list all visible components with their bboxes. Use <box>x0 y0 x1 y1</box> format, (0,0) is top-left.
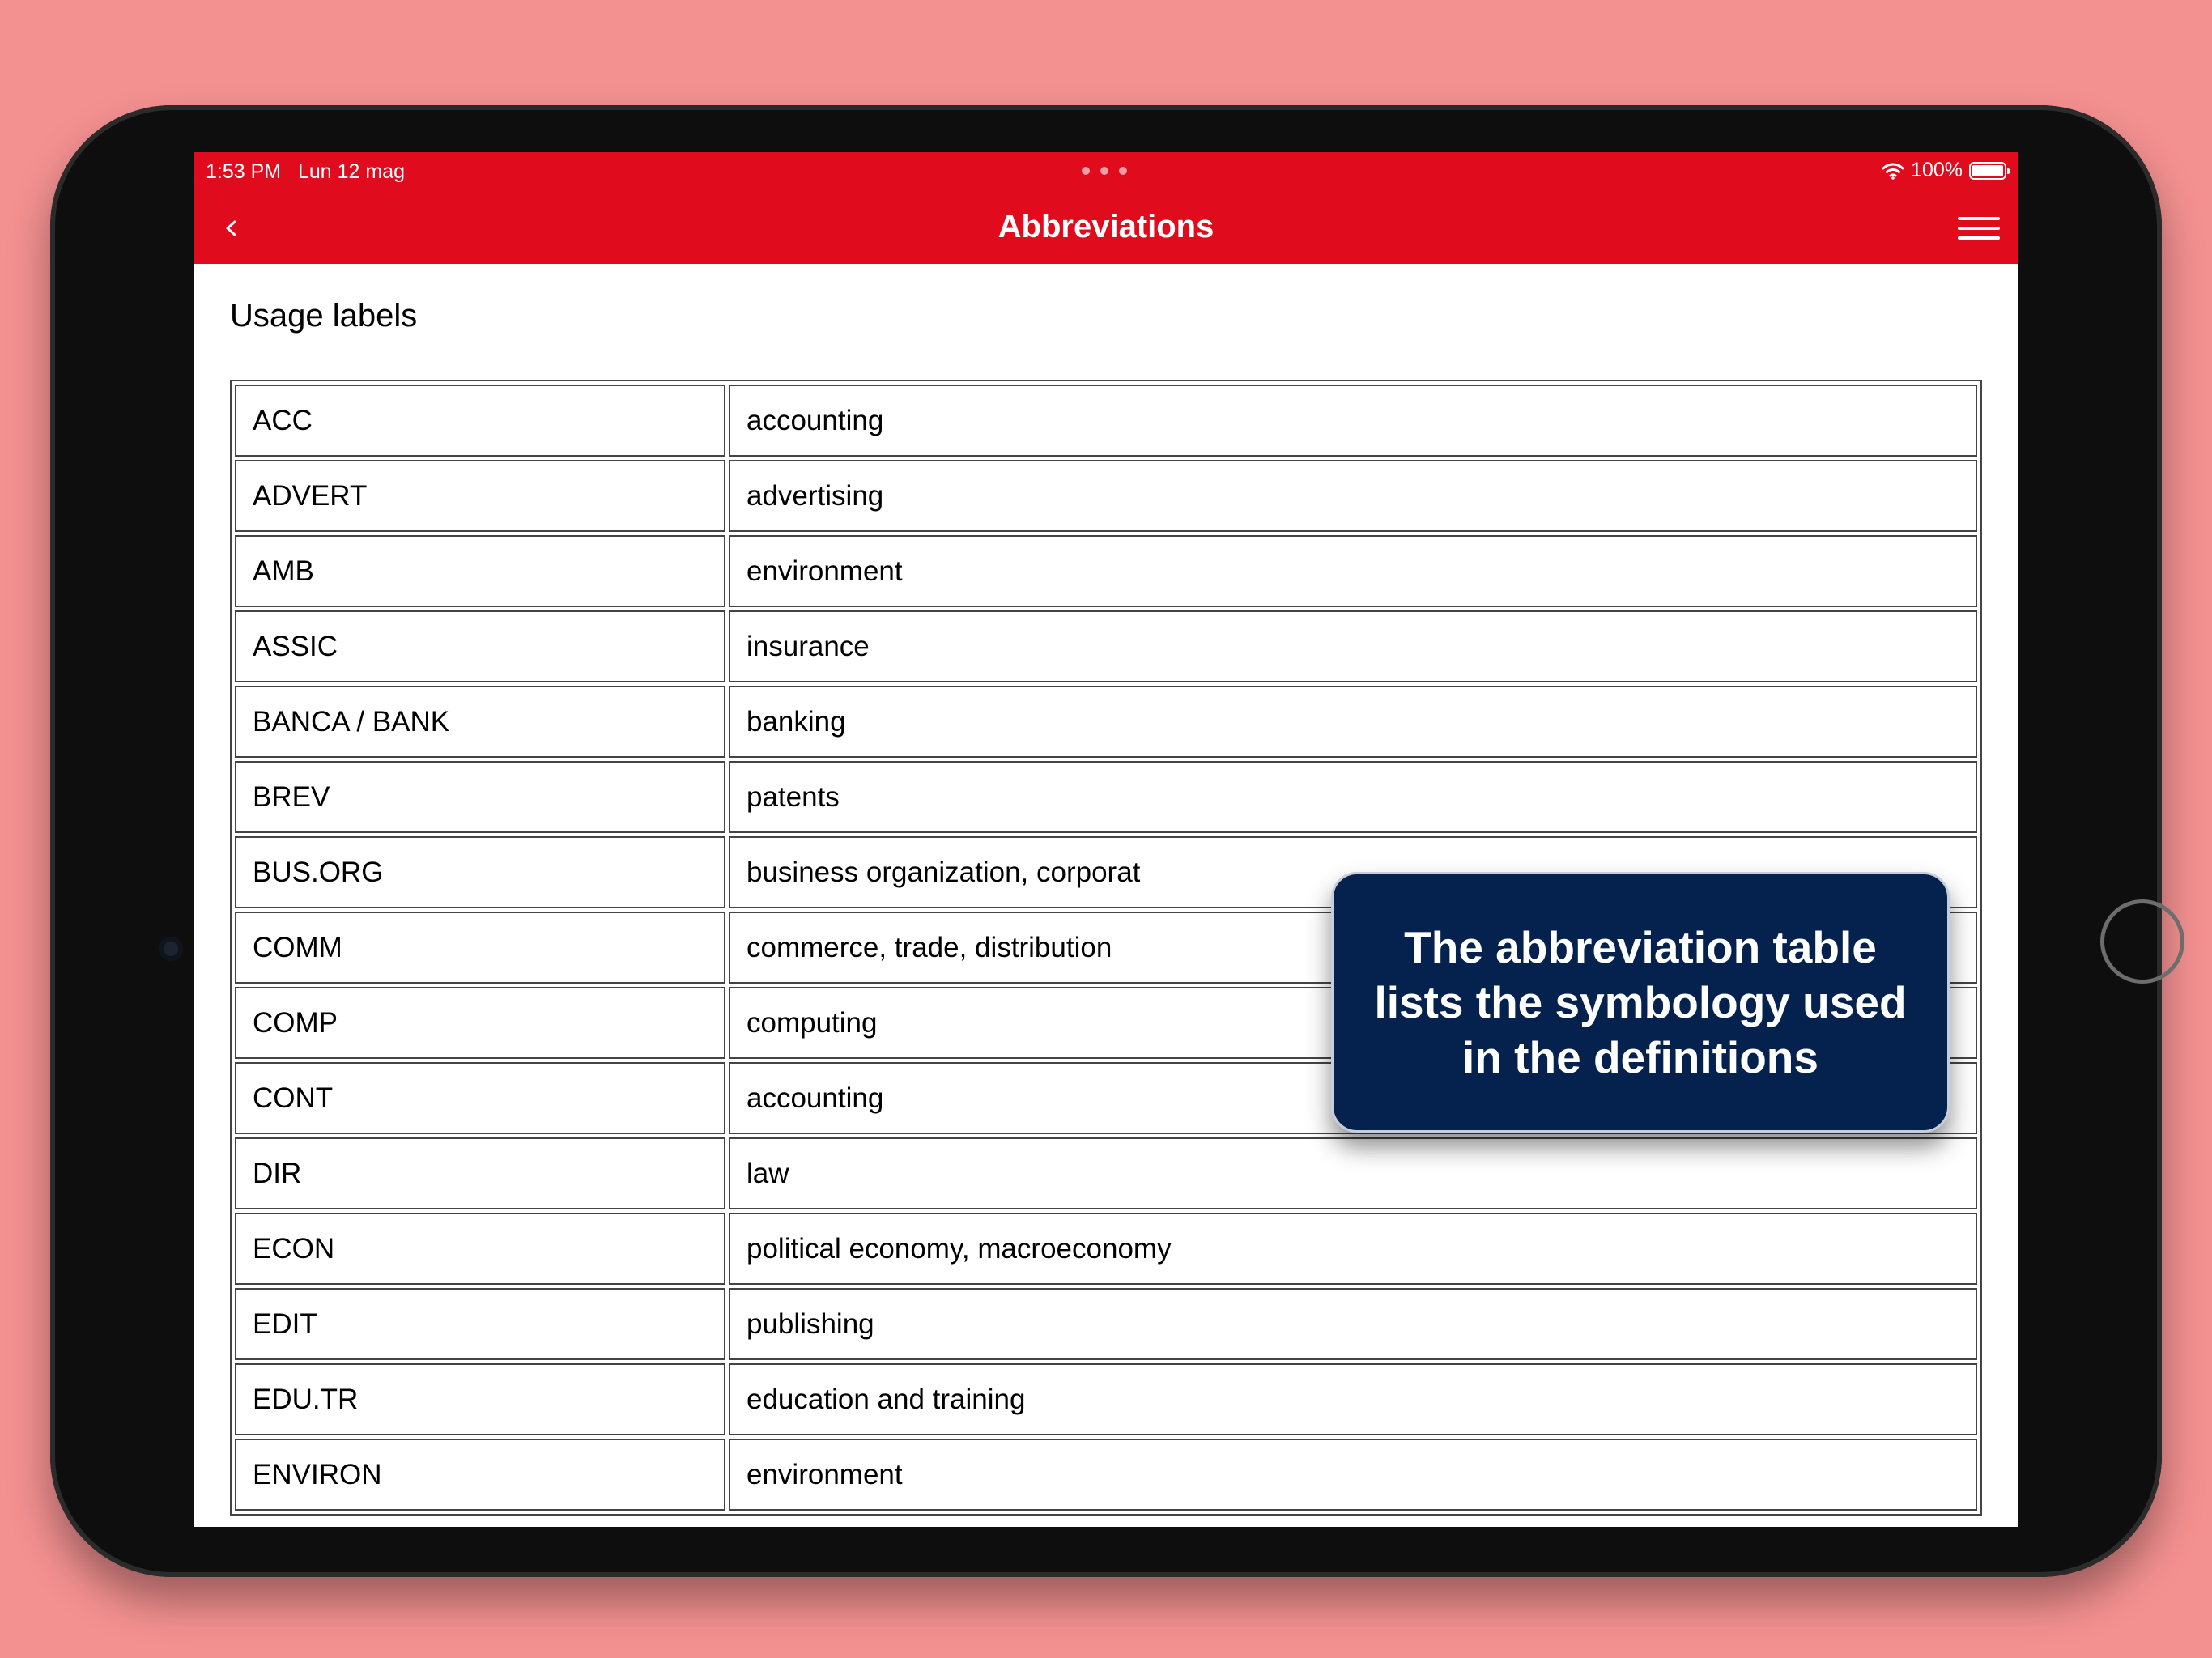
table-row <box>235 1137 1977 1209</box>
table-row <box>235 1363 1977 1435</box>
multitasking-dots-icon[interactable] <box>1082 167 1127 176</box>
status-date: Lun 12 mag <box>297 160 405 183</box>
abbreviation-cell: CONT <box>235 1062 725 1134</box>
meaning-cell: computing <box>729 987 1977 1059</box>
meaning-cell: business organization, corporat <box>729 836 1977 908</box>
abbreviation-cell: BUS.ORG <box>235 836 725 908</box>
info-tooltip: The abbreviation table lists the symbology used in the definitions <box>1331 872 1950 1133</box>
abbreviation-cell: BREV <box>235 761 725 833</box>
abbreviation-cell: ADVERT <box>235 460 725 532</box>
abbreviation-cell: ACC <box>235 385 725 457</box>
meaning-cell: environment <box>729 535 1977 607</box>
meaning-cell: education and training <box>729 1363 1977 1435</box>
battery-fill <box>1972 165 2003 176</box>
table-row <box>235 460 1977 532</box>
meaning-cell: patents <box>729 761 1977 833</box>
abbreviation-cell: COMM <box>235 912 725 984</box>
table-row <box>235 761 1977 833</box>
abbreviation-cell: ASSIC <box>235 610 725 682</box>
wifi-icon <box>1882 162 1904 180</box>
status-time: 1:53 PM <box>206 160 282 183</box>
abbreviation-cell: AMB <box>235 535 725 607</box>
menu-button[interactable] <box>1956 210 2001 246</box>
battery-icon <box>1969 162 2006 180</box>
status-indicators <box>1882 159 2006 182</box>
meaning-cell: commerce, trade, distribution <box>729 912 1977 984</box>
meaning-cell: publishing <box>729 1288 1977 1360</box>
page-title: Abbreviations <box>998 209 1214 244</box>
meaning-cell: banking <box>729 686 1977 758</box>
abbreviation-cell: COMP <box>235 987 725 1059</box>
table-row <box>235 1213 1977 1285</box>
abbreviation-cell: ECON <box>235 1213 725 1285</box>
abbreviation-cell: BANCA / BANK <box>235 686 725 758</box>
meaning-cell: law <box>729 1137 1977 1209</box>
meaning-cell: environment <box>729 1439 1977 1511</box>
abbreviation-cell: EDU.TR <box>235 1363 725 1435</box>
meaning-cell: advertising <box>729 460 1977 532</box>
table-row <box>235 1439 1977 1511</box>
table-row <box>235 1288 1977 1360</box>
battery-percent: 100% <box>1911 159 1963 181</box>
app-screen <box>194 152 2018 1527</box>
abbreviation-cell: DIR <box>235 1137 725 1209</box>
home-button[interactable] <box>2100 899 2184 984</box>
meaning-cell: accounting <box>729 385 1977 457</box>
table-row <box>235 686 1977 758</box>
table-row <box>235 610 1977 682</box>
meaning-cell: political economy, macroeconomy <box>729 1213 1977 1285</box>
status-time-date <box>206 160 405 184</box>
hamburger-menu-icon <box>1956 210 2001 246</box>
meaning-cell: accounting <box>729 1062 1977 1134</box>
status-bar <box>194 152 2018 193</box>
meaning-cell: insurance <box>729 610 1977 682</box>
section-title: Usage labels <box>230 298 418 334</box>
table-row <box>235 385 1977 457</box>
table-row <box>235 535 1977 607</box>
navigation-bar <box>194 193 2018 264</box>
abbreviation-cell: EDIT <box>235 1288 725 1360</box>
abbreviation-cell: ENVIRON <box>235 1439 725 1511</box>
front-camera <box>159 937 183 961</box>
